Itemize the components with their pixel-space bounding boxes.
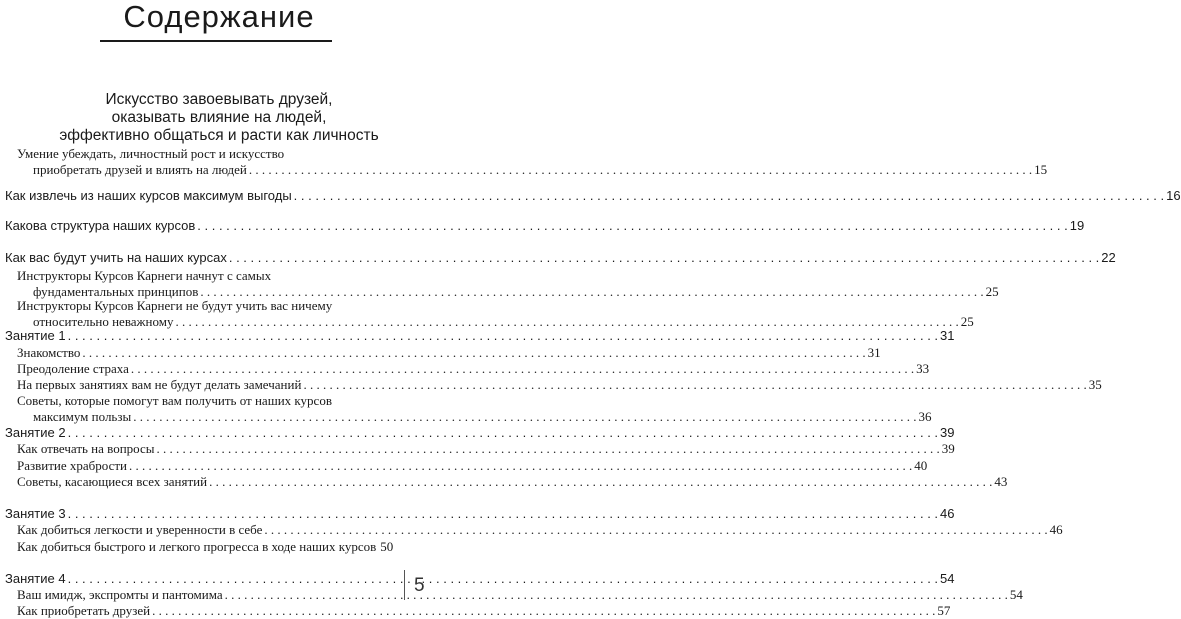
dot-leader bbox=[264, 522, 1047, 538]
toc-page-number: 54 bbox=[940, 571, 955, 586]
toc-entry-title: Преодоление страха bbox=[17, 361, 129, 376]
toc-entry-title: относительно неважному bbox=[33, 313, 174, 329]
toc-section-entry[interactable] bbox=[5, 218, 1085, 233]
section-heading-line-1: Искусство завоевывать друзей, bbox=[105, 91, 333, 108]
toc-section-entry[interactable] bbox=[5, 571, 955, 586]
toc-entry-title: Как приобретать друзей bbox=[17, 603, 151, 618]
dot-leader bbox=[303, 377, 1086, 393]
toc-subentry[interactable] bbox=[17, 522, 1063, 538]
dot-leader bbox=[131, 361, 914, 377]
toc-page-number: 54 bbox=[1009, 587, 1023, 602]
toc-section-entry[interactable] bbox=[5, 328, 955, 343]
dot-leader bbox=[152, 603, 935, 619]
dot-leader bbox=[133, 409, 916, 425]
page-edge-rule bbox=[404, 570, 405, 600]
toc-page-number: 39 bbox=[940, 425, 955, 440]
dot-leader bbox=[68, 571, 938, 586]
toc-entry-text-line: Умение убеждать, личностный рост и искусство bbox=[17, 146, 285, 161]
dot-leader bbox=[209, 474, 992, 490]
toc-entry-title: приобретать друзей и влиять на людей bbox=[33, 161, 247, 177]
toc-subentry[interactable] bbox=[17, 345, 881, 361]
toc-page-number: 33 bbox=[916, 361, 930, 376]
toc-entry-title: Занятие 3 bbox=[5, 506, 66, 521]
toc-entry-title: Занятие 2 bbox=[5, 425, 66, 440]
toc-entry-title: Как извлечь из наших курсов максимум выгоды bbox=[5, 188, 292, 203]
toc-entry-title: Развитие храбрости bbox=[17, 458, 128, 473]
toc-entry-text-line: Инструкторы Курсов Карнеги начнут с самых bbox=[17, 268, 272, 283]
toc-entry-title: Какова структура наших курсов bbox=[5, 218, 196, 233]
dot-leader bbox=[82, 345, 865, 361]
page-title: Содержание bbox=[123, 0, 315, 34]
toc-entry-title: На первых занятиях вам не будут делать замечаний bbox=[17, 377, 302, 392]
toc-page-number: 39 bbox=[941, 441, 955, 456]
toc-section-entry[interactable] bbox=[5, 250, 1116, 265]
toc-subentry[interactable] bbox=[17, 441, 955, 457]
toc-entry-title: максимум пользы bbox=[33, 408, 132, 424]
toc-section-entry[interactable] bbox=[5, 188, 1181, 203]
toc-page-number: 57 bbox=[937, 603, 951, 618]
toc-subentry[interactable] bbox=[17, 539, 394, 555]
toc-page-number: 36 bbox=[918, 408, 932, 424]
dot-leader bbox=[197, 218, 1067, 233]
toc-page-number: 15 bbox=[1034, 161, 1048, 177]
toc-entry-text-line: Инструкторы Курсов Карнеги не будут учить вас ничему bbox=[17, 298, 333, 313]
toc-page-number: 40 bbox=[914, 458, 928, 473]
toc-subentry[interactable] bbox=[17, 377, 1102, 393]
toc-page-number: 46 bbox=[940, 506, 955, 521]
section-heading-line-2: оказывать влияние на людей, bbox=[111, 109, 327, 126]
toc-page-number: 50 bbox=[380, 539, 394, 554]
toc-entry-title: Занятие 4 bbox=[5, 571, 66, 586]
toc-entry-text-line: Советы, которые помогут вам получить от наших курсов bbox=[17, 393, 332, 408]
toc-section-entry[interactable] bbox=[5, 506, 955, 521]
dot-leader bbox=[249, 162, 1032, 178]
toc-entry-title: Как добиться легкости и уверенности в себе bbox=[17, 522, 263, 537]
toc-page-number: 19 bbox=[1069, 218, 1085, 233]
toc-entry-title: Как добиться быстрого и легкого прогресса в ходе наших курсов bbox=[17, 539, 377, 554]
toc-subentry[interactable] bbox=[17, 603, 951, 619]
toc-page-number: 16 bbox=[1166, 188, 1181, 203]
toc-entry-title: Занятие 1 bbox=[5, 328, 66, 343]
dot-leader bbox=[157, 441, 940, 457]
toc-subentry[interactable] bbox=[17, 458, 928, 474]
toc-subentry[interactable] bbox=[17, 474, 1008, 490]
toc-subentry[interactable] bbox=[17, 587, 1023, 603]
page-number: 5 bbox=[414, 575, 425, 596]
dot-leader bbox=[225, 587, 1008, 603]
toc-page-number: 31 bbox=[940, 328, 955, 343]
toc-entry-title: Советы, касающиеся всех занятий bbox=[17, 474, 208, 489]
toc-page-number: 35 bbox=[1088, 377, 1102, 392]
dot-leader bbox=[129, 458, 912, 474]
toc-page-number: 31 bbox=[867, 345, 881, 360]
toc-page-number: 46 bbox=[1049, 522, 1063, 537]
section-heading-line-3: эффективно общаться и расти как личность bbox=[59, 127, 379, 144]
dot-leader bbox=[68, 425, 938, 440]
toc-entry-title: Как отвечать на вопросы bbox=[17, 441, 155, 456]
toc-page-number: 25 bbox=[985, 283, 999, 299]
toc-entry-title: фундаментальных принципов bbox=[33, 283, 199, 299]
toc-entry-title: Ваш имидж, экспромты и пантомима bbox=[17, 587, 223, 602]
toc-entry-title: Как вас будут учить на наших курсах bbox=[5, 250, 227, 265]
dot-leader bbox=[68, 506, 938, 521]
dot-leader bbox=[229, 250, 1099, 265]
dot-leader bbox=[68, 328, 938, 343]
toc-section-entry[interactable] bbox=[5, 425, 955, 440]
toc-entry-title: Знакомство bbox=[17, 345, 81, 360]
toc-page-number: 43 bbox=[994, 474, 1008, 489]
dot-leader bbox=[294, 188, 1164, 203]
toc-page-number: 25 bbox=[960, 313, 974, 329]
toc-page-number: 22 bbox=[1101, 250, 1116, 265]
toc-subentry[interactable] bbox=[33, 161, 1048, 178]
toc-subentry[interactable] bbox=[33, 408, 932, 425]
toc-subentry[interactable] bbox=[17, 361, 930, 377]
